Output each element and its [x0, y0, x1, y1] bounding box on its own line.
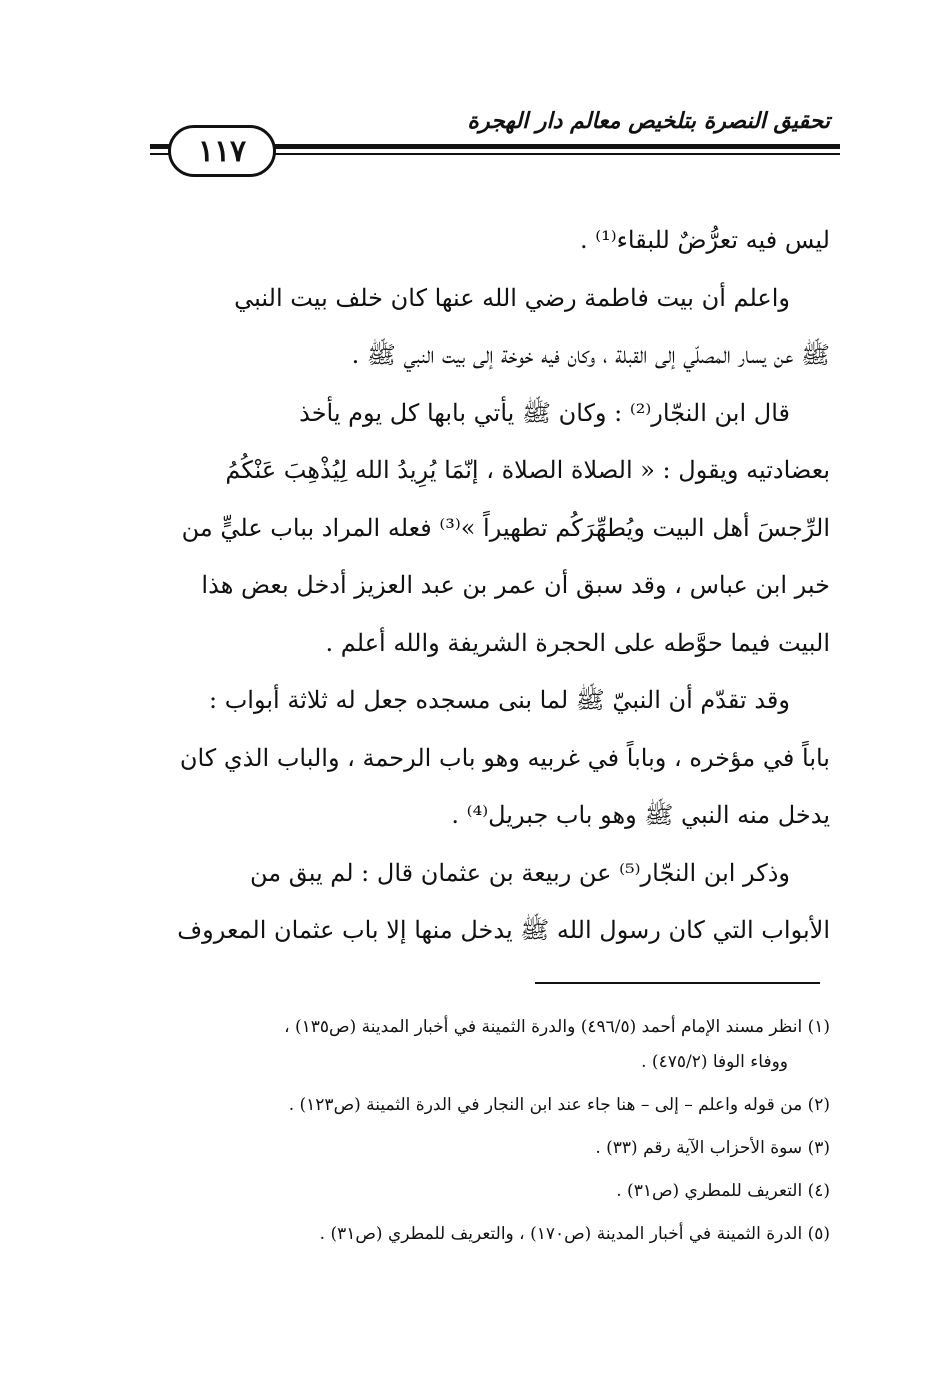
text-line: باباً في مؤخره ، وباباً في غربيه وهو باب الرحمة ، والباب الذي كان: [179, 743, 830, 772]
text-line: قال ابن النجّار⁽²⁾ : وكان ﷺ يأتي بابها كل يوم يأخذ: [299, 398, 790, 427]
page-number: ١١٧: [168, 125, 276, 177]
text-line: وذكر ابن النجّار⁽⁵⁾ عن ربيعة بن عثمان قال : لم يبق من: [249, 858, 790, 887]
text-line: الأبواب التي كان رسول الله ﷺ يدخل منها إلا باب عثمان المعروف: [177, 916, 830, 944]
text-line: وقد تقدّم أن النبيّ ﷺ لما بنى مسجده جعل له ثلاثة أبواب :: [208, 686, 790, 714]
text-line: خبر ابن عباس ، وقد سبق أن عمر بن عبد العزيز أدخل بعض هذا: [201, 571, 830, 599]
page-header: [140, 100, 840, 190]
footnote: (٥) الدرة الثمينة في أخبار المدينة (ص١٧٠) ، والتعريف للمطري (ص٣١) .: [319, 1224, 830, 1244]
text-line: بعضادتيه ويقول : « الصلاة الصلاة ، إنّمَا يُرِيدُ الله لِيُذْهِبَ عَنْكُمُ: [225, 456, 830, 484]
footnote: (٣) سوة الأحزاب الآية رقم (٣٣) .: [595, 1138, 830, 1158]
footnote-separator: [535, 982, 820, 984]
running-title: تحقيق النصرة بتلخيص معالم دار الهجرة: [467, 108, 830, 134]
footnote-continuation: ووفاء الوفا (٤٧٥/٢) .: [641, 1052, 788, 1072]
main-text: [140, 212, 830, 960]
footnotes: [140, 1010, 830, 1252]
header-rule-thick: [260, 144, 840, 149]
text-line: يدخل منه النبي ﷺ وهو باب جبريل⁽⁴⁾ .: [451, 801, 830, 829]
footnote: (٤) التعريف للمطري (ص٣١) .: [616, 1181, 830, 1201]
text-line: الرِّجسَ أهل البيت ويُطهِّرَكُم تطهيراً »⁽³⁾ فعله المراد بباب عليٍّ من: [181, 513, 830, 542]
header-rule-thin: [260, 153, 840, 155]
text-line: ﷺ عن يسار المصلّي إلى القبلة ، وكان فيه خوخة إلى بيت النبي ﷺ .: [351, 341, 830, 369]
footnote: (٢) من قوله واعلم – إلى – هنا جاء عند ابن النجار في الدرة الثمينة (ص١٢٣) .: [288, 1095, 830, 1115]
text-line: واعلم أن بيت فاطمة رضي الله عنها كان خلف بيت النبي: [234, 283, 790, 312]
footnote: (١) انظر مسند الإمام أحمد (٤٩٦/٥) والدرة الثمينة في أخبار المدينة (ص١٣٥) ،: [284, 1017, 830, 1037]
text-line: ليس فيه تعرُّضٌ للبقاء⁽¹⁾ .: [579, 226, 830, 254]
text-line: البيت فيما حوَّطه على الحجرة الشريفة والله أعلم .: [325, 628, 830, 657]
